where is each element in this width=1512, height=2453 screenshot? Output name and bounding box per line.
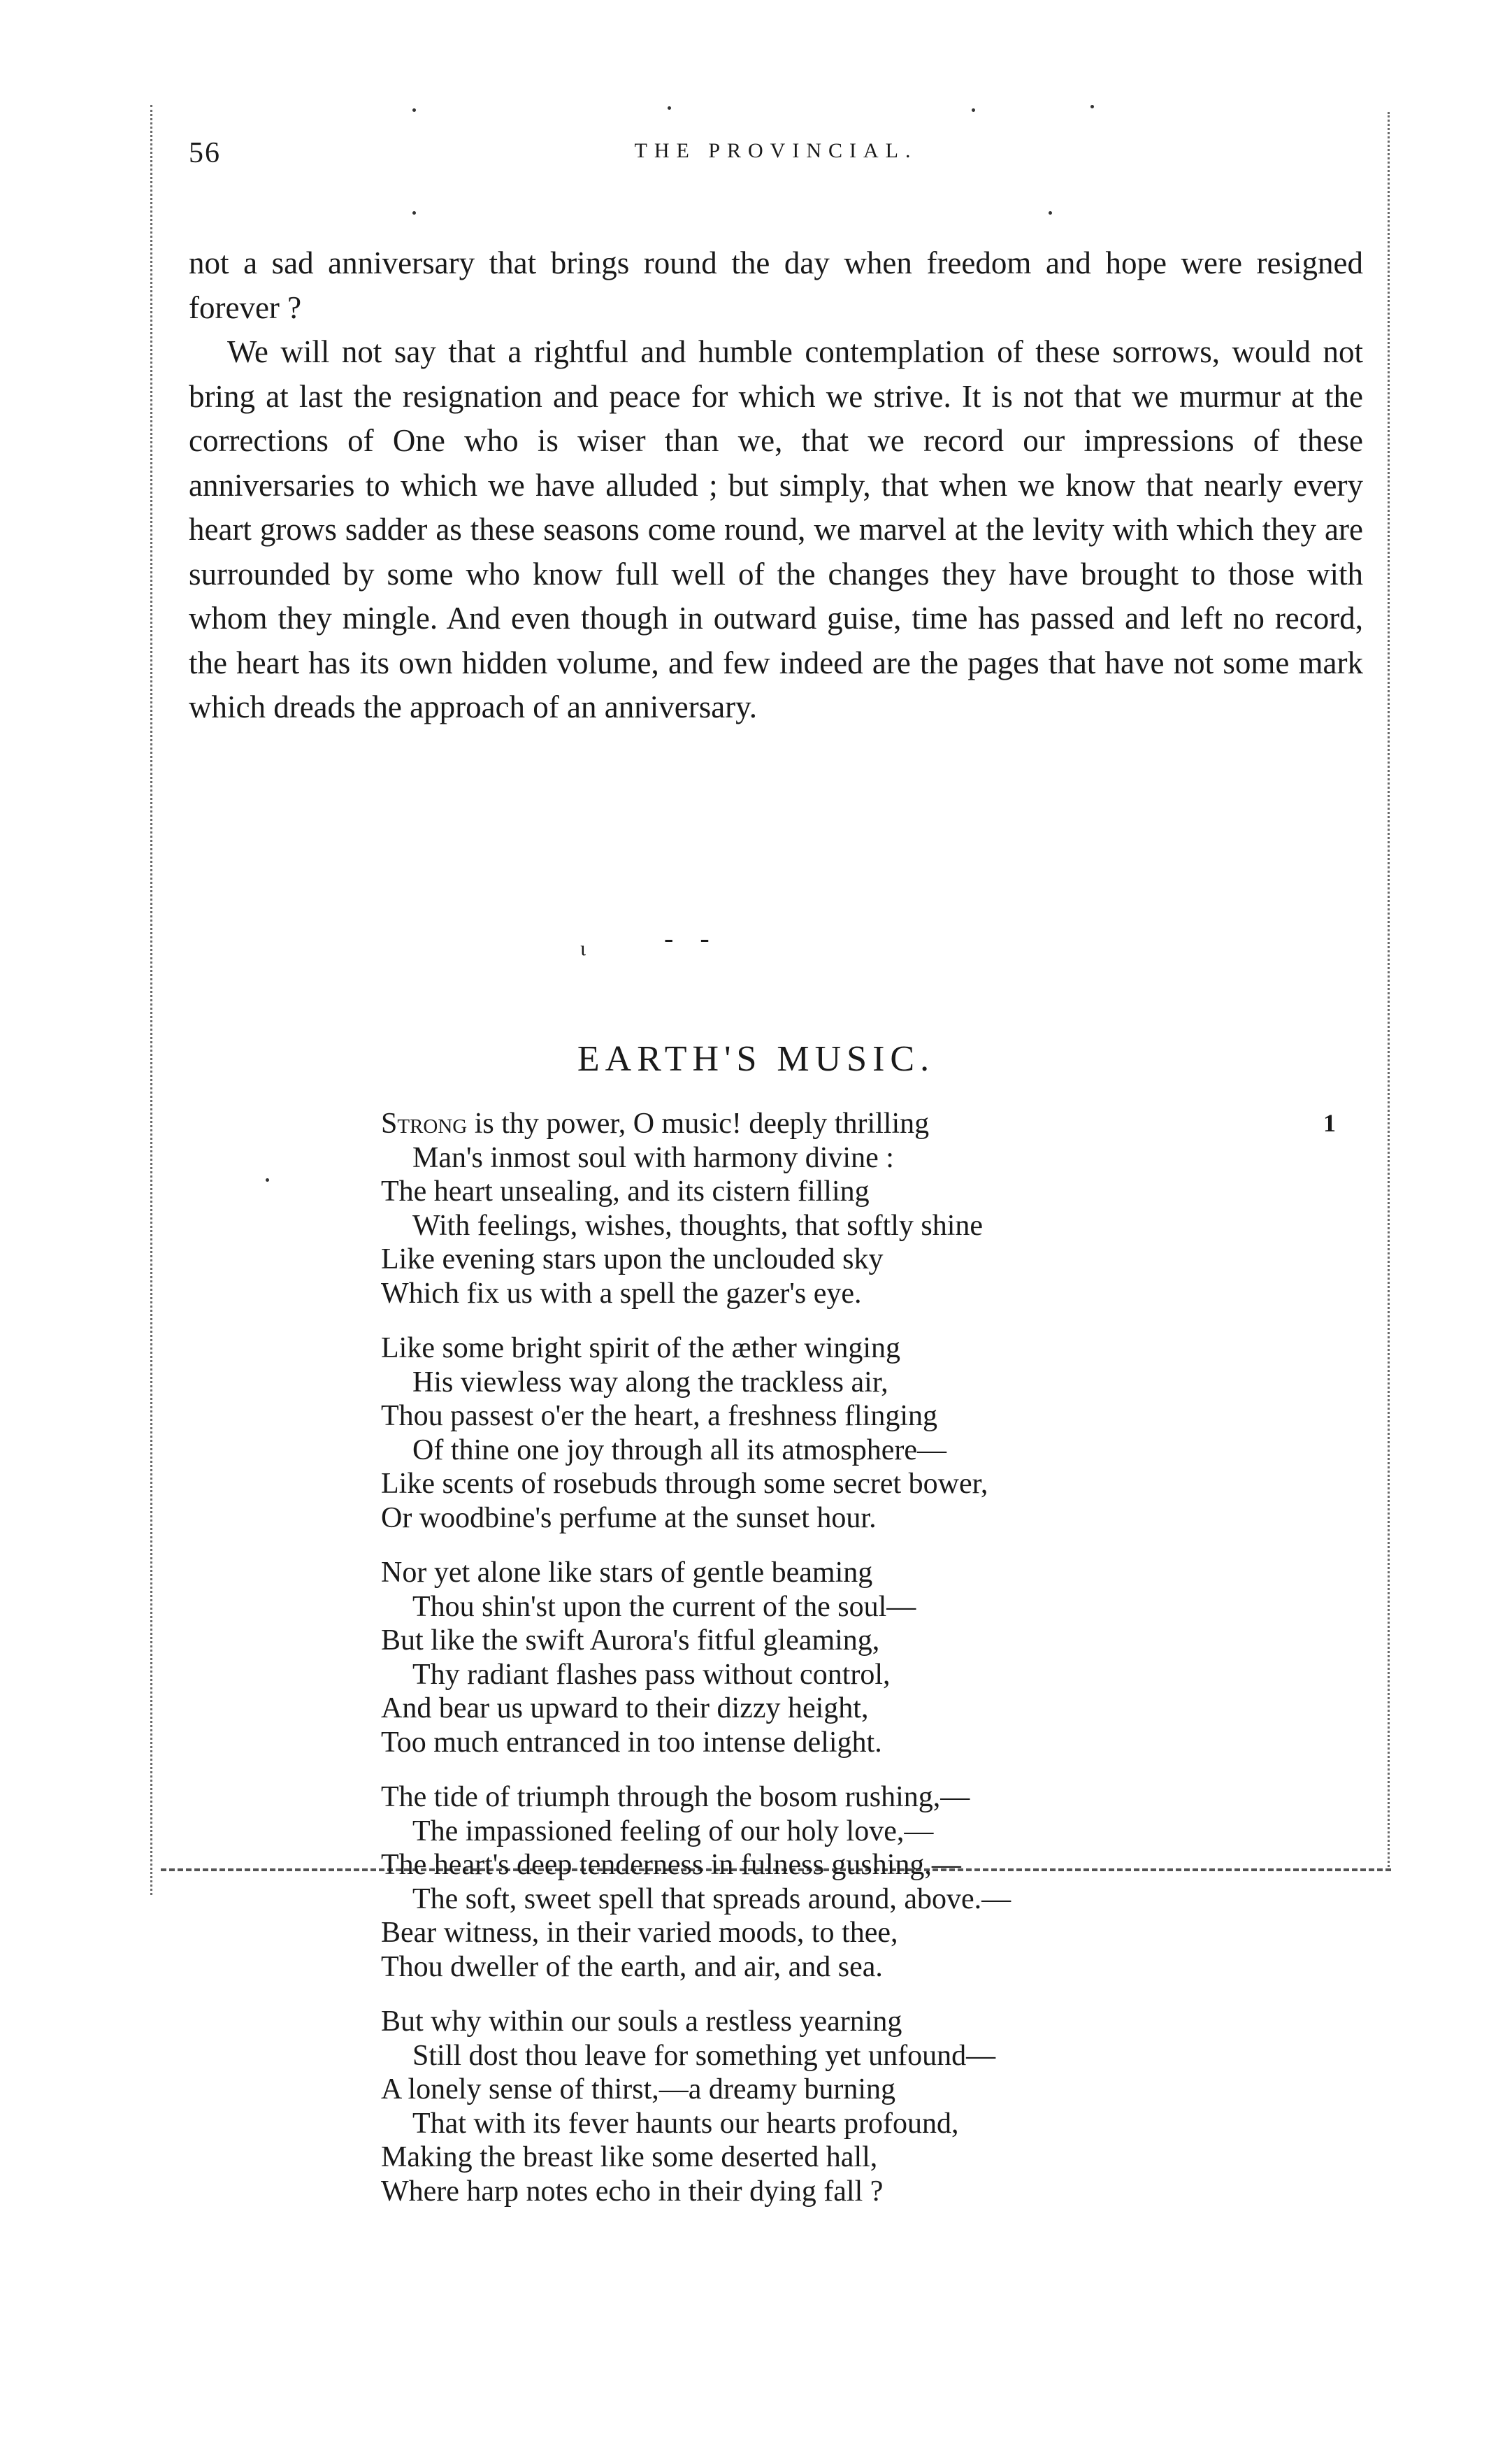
- stanza: [381, 2005, 1220, 2208]
- poem-line: Or woodbine's perfume at the sunset hour.: [381, 1501, 877, 1534]
- section-separator: - -: [664, 922, 719, 954]
- scan-speck: [668, 106, 671, 110]
- poem-line: Making the breast like some deserted hall,: [381, 2141, 878, 2173]
- poem-line: Nor yet alone like stars of gentle beaming: [381, 1557, 873, 1589]
- poem-line: [381, 1107, 1220, 1141]
- poem-line: Thou shin'st upon the current of the soul—: [412, 1590, 916, 1623]
- poem-body: [381, 1107, 1220, 2229]
- right-border-rule: [1388, 112, 1390, 1867]
- scan-speck: [1090, 105, 1094, 108]
- poem-line-text: is thy power, O music! deeply thrilling: [467, 1108, 930, 1140]
- stanza: [381, 1556, 1220, 1759]
- poem-line: Still dost thou leave for something yet unfound—: [412, 2039, 996, 2072]
- poem-line: A lonely sense of thirst,—a dreamy burning: [381, 2073, 896, 2105]
- page-number: 56: [189, 137, 221, 169]
- running-head: THE PROVINCIAL.: [634, 139, 918, 162]
- poem-line: But like the swift Aurora's fitful gleaming,: [381, 1624, 880, 1657]
- poem-line: Like scents of rosebuds through some secret bower,: [381, 1468, 988, 1500]
- stanza: [381, 1107, 1220, 1310]
- poem-line: Thou passest o'er the heart, a freshness flinging: [381, 1400, 938, 1432]
- scan-speck: [412, 108, 416, 112]
- poem-line: The tide of triumph through the bosom rushing,—: [381, 1781, 970, 1813]
- poem-line: And bear us upward to their dizzy height,: [381, 1692, 869, 1724]
- page-header: [189, 136, 1363, 178]
- prose-paragraph: not a sad anniversary that brings round the day when freedom and hope were resigned forever ?: [189, 245, 1363, 325]
- poem-line: Where harp notes echo in their dying fall ?: [381, 2175, 884, 2208]
- poem-line: Too much entranced in too intense delight.: [381, 1726, 882, 1759]
- separator-mark: ι: [580, 937, 586, 960]
- stanza: [381, 1780, 1220, 1984]
- poem-line: With feelings, wishes, thoughts, that softly shine: [412, 1209, 984, 1242]
- scan-speck: [1049, 211, 1052, 215]
- poem-line: Bear witness, in their varied moods, to thee,: [381, 1917, 898, 1949]
- stray-mark: 1: [1323, 1109, 1336, 1137]
- left-border-rule: [150, 105, 152, 1895]
- poem-line: Like evening stars upon the unclouded sky: [381, 1243, 884, 1275]
- poem-line: But why within our souls a restless yearning: [381, 2005, 902, 2038]
- poem-line: Thou dweller of the earth, and air, and sea.: [381, 1950, 883, 1983]
- poem-line: The impassioned feeling of our holy love,—: [412, 1815, 934, 1847]
- poem-line: The heart unsealing, and its cistern filling: [381, 1175, 870, 1208]
- scan-speck: [266, 1178, 269, 1182]
- opening-word: Strong: [381, 1108, 468, 1140]
- poem-line: The heart's deep tenderness in fulness gushing,—: [381, 1849, 961, 1881]
- stanza: [381, 1331, 1220, 1535]
- poem-line: Of thine one joy through all its atmosphere—: [412, 1433, 947, 1466]
- poem-line: Which fix us with a spell the gazer's eye.: [381, 1277, 862, 1310]
- poem-line: Thy radiant flashes pass without control,: [412, 1658, 891, 1691]
- poem-line: That with its fever haunts our hearts profound,: [412, 2107, 959, 2140]
- prose-paragraph: We will not say that a rightful and humble contemplation of these sorrows, would not bring at last the resignation and peace for which we strive. It is not that we murmur at the corrections of One who is wiser than we, that we record our impressions of these anniversaries to which we have alluded ; but simply, that when we know that nearly every heart grows sadder as these seasons come round, we marvel at the levity with which they are surrounded by some who know full well of the changes they have brought to those with whom they mingle. And even though in outward guise, time has passed and left no record, the heart has its own hidden volume, and few indeed are the pages that have not some mark which dreads the approach of an anniversary.: [189, 334, 1363, 724]
- poem-line: Man's inmost soul with harmony divine :: [412, 1141, 894, 1174]
- scan-speck: [412, 211, 416, 215]
- poem-line: Like some bright spirit of the æther winging: [381, 1332, 901, 1364]
- scan-speck: [972, 108, 975, 112]
- poem-line: His viewless way along the trackless air,: [412, 1366, 888, 1399]
- poem-line: The soft, sweet spell that spreads around, above.—: [412, 1882, 1011, 1915]
- prose-body: [189, 241, 1363, 730]
- poem-title: EARTH'S MUSIC.: [577, 1039, 935, 1079]
